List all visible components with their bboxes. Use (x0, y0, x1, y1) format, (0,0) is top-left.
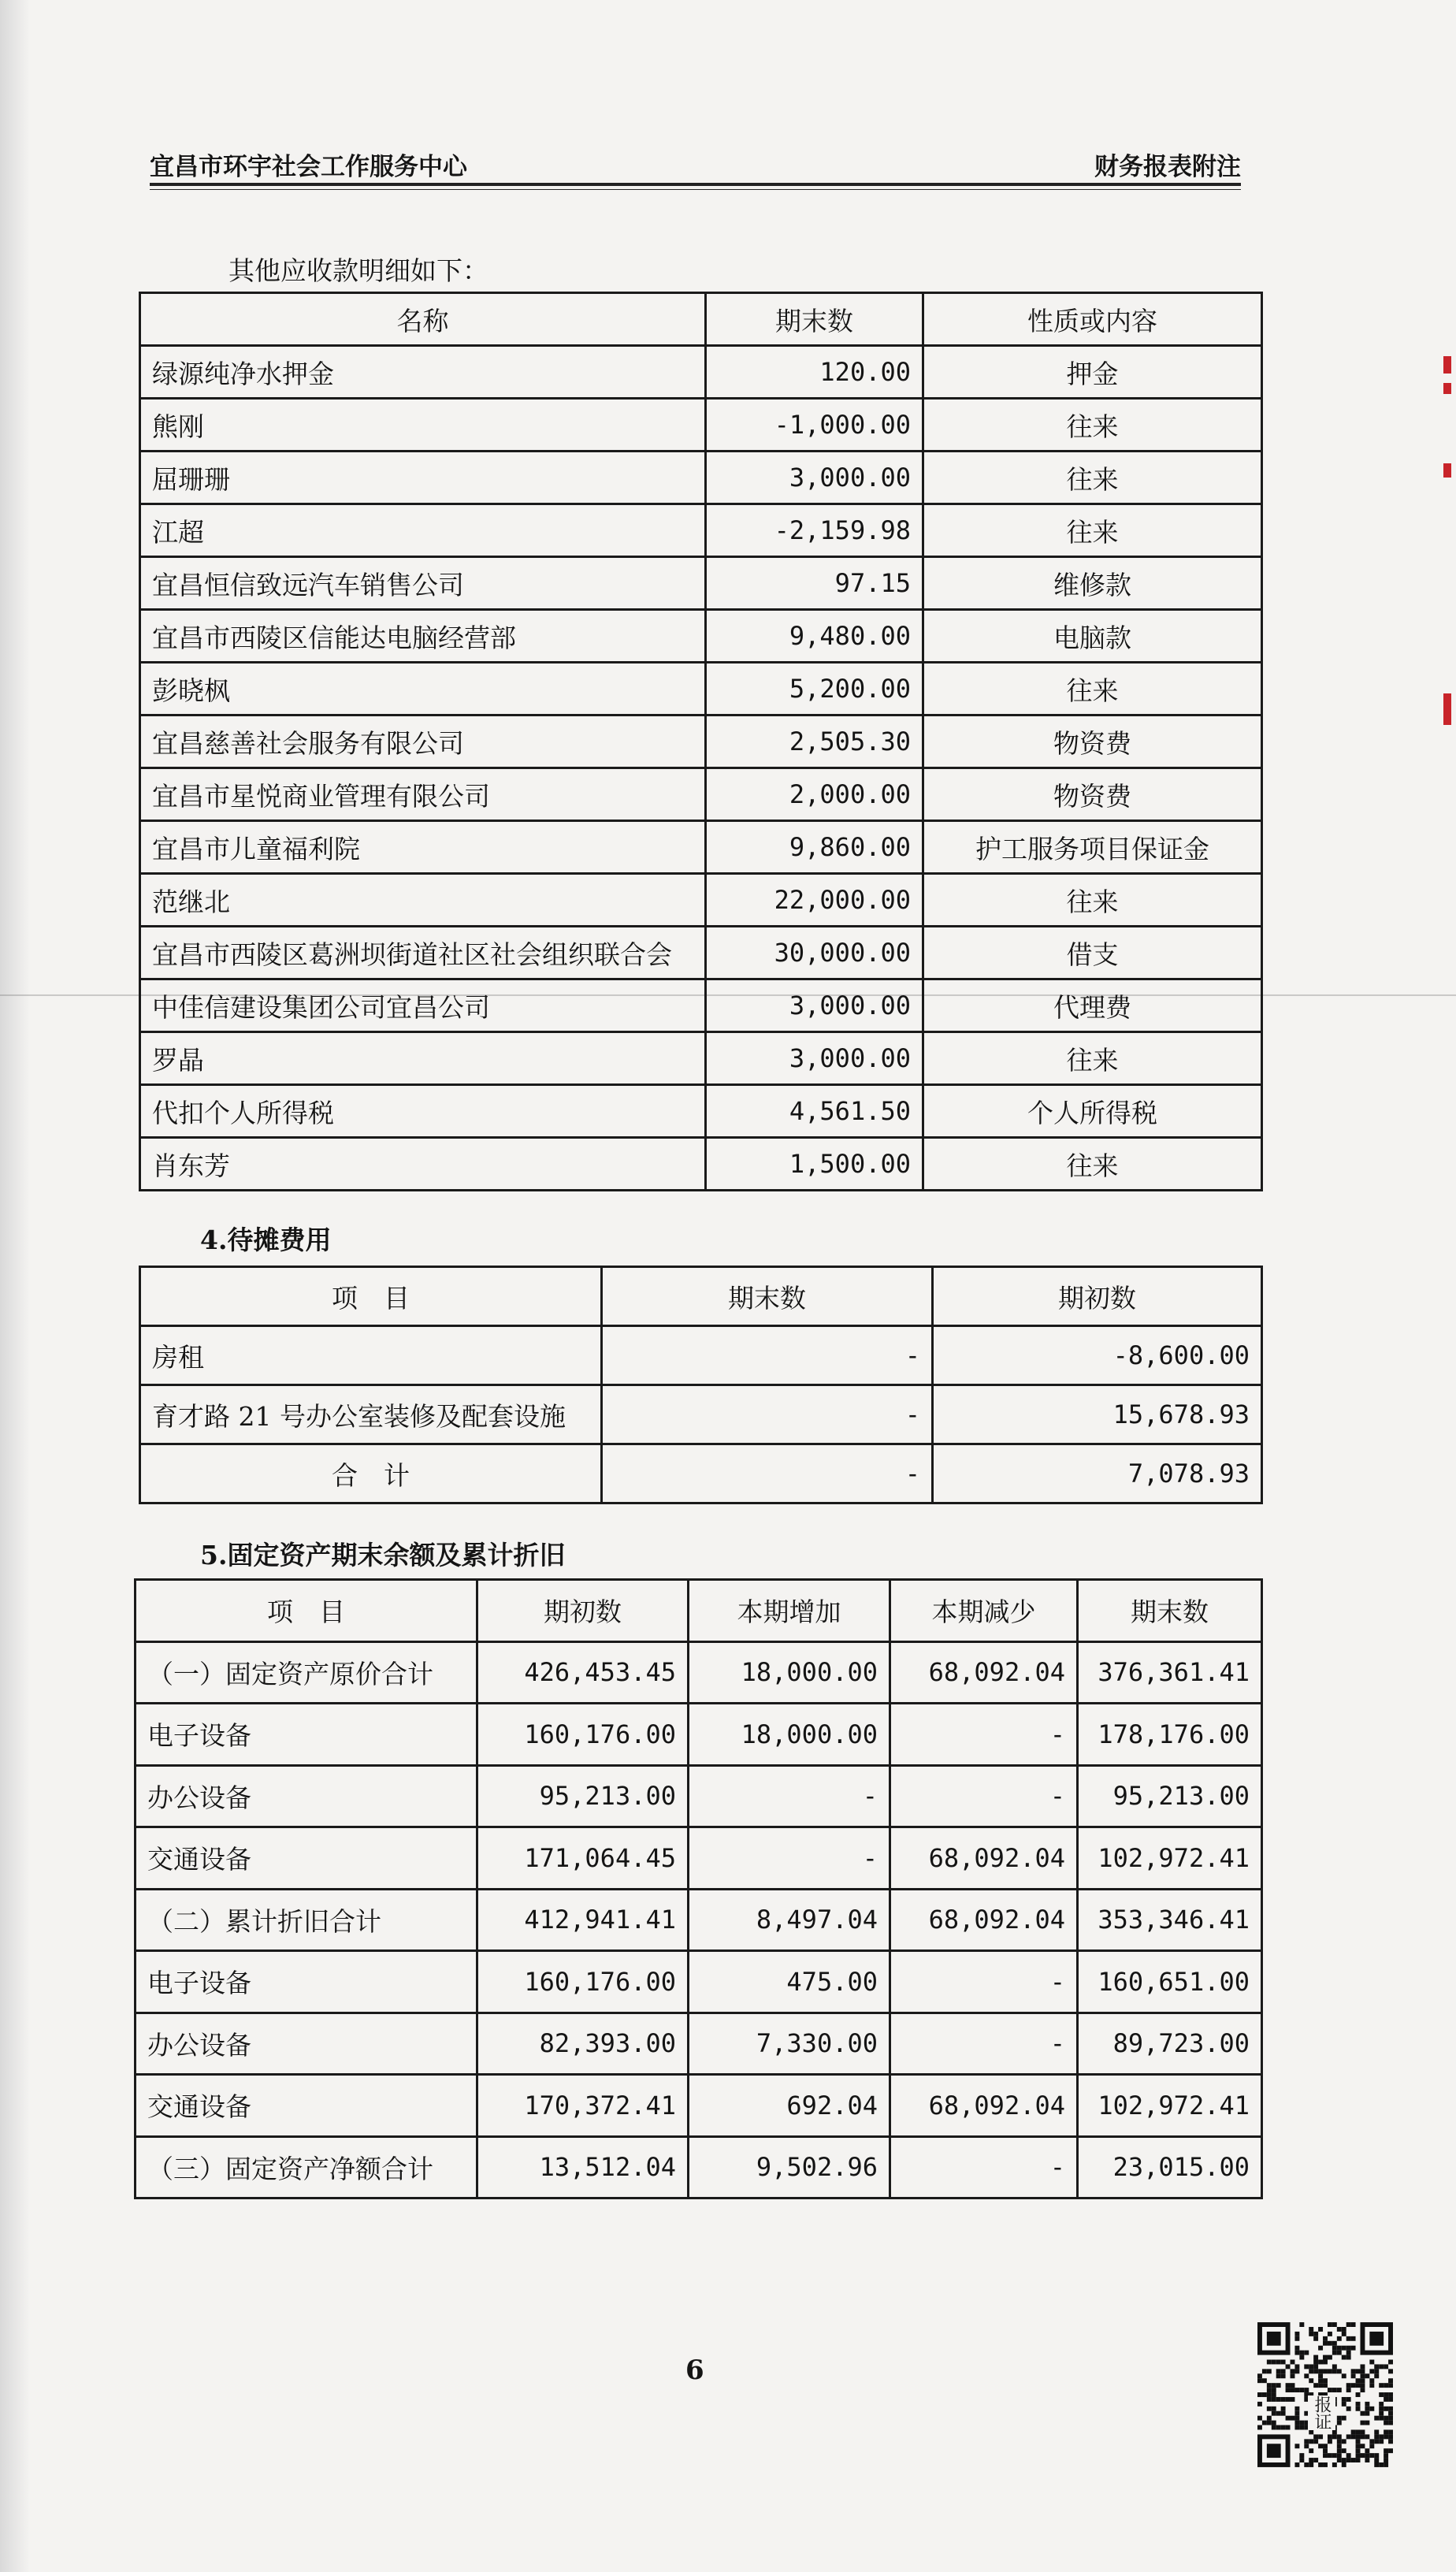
table-cell: 押金 (923, 346, 1262, 399)
prepaid-expenses-table (139, 1266, 1263, 1504)
table-cell: 475.00 (689, 1951, 890, 2013)
table-cell: 电脑款 (923, 610, 1262, 663)
table-cell: 物资费 (923, 715, 1262, 768)
table-cell: 160,651.00 (1078, 1951, 1262, 2013)
table-row (140, 504, 1262, 557)
table-cell: 屈珊珊 (140, 452, 706, 504)
table-row (136, 2075, 1262, 2137)
table-cell: 维修款 (923, 557, 1262, 610)
table-row (140, 1032, 1262, 1085)
organization-name: 宜昌市环宇社会工作服务中心 (150, 153, 467, 181)
table-cell: - (689, 1827, 890, 1890)
table-row (136, 1889, 1262, 1951)
table-cell: 往来 (923, 452, 1262, 504)
prepaid-title: 4.待摊费用 (200, 1225, 332, 1255)
table-cell: 13,512.04 (477, 2136, 689, 2198)
fixed-assets-body (136, 1641, 1262, 2198)
table-cell: 7,330.00 (689, 2013, 890, 2075)
table-cell: （一）固定资产原价合计 (136, 1641, 477, 1704)
table-cell: 电子设备 (136, 1704, 477, 1766)
table-row (140, 557, 1262, 610)
table-cell: （二）累计折旧合计 (136, 1889, 477, 1951)
table-cell: 往来 (923, 1032, 1262, 1085)
table-cell: 170,372.41 (477, 2075, 689, 2137)
table-cell: 往来 (923, 663, 1262, 715)
table-cell: 68,092.04 (890, 2075, 1078, 2137)
table-cell: -8,600.00 (933, 1326, 1262, 1385)
table-cell: 5,200.00 (706, 663, 923, 715)
table-cell: 89,723.00 (1078, 2013, 1262, 2075)
scan-edge-shadow (0, 0, 30, 2572)
column-header: 名称 (140, 293, 706, 346)
table-cell: 往来 (923, 399, 1262, 452)
table-cell: 房租 (140, 1326, 602, 1385)
table-cell: 中佳信建设集团公司宜昌公司 (140, 979, 706, 1032)
table-cell: 熊刚 (140, 399, 706, 452)
table-cell: 7,078.93 (933, 1444, 1262, 1503)
table-cell: 15,678.93 (933, 1385, 1262, 1444)
table-cell: 罗晶 (140, 1032, 706, 1085)
table-cell: 8,497.04 (689, 1889, 890, 1951)
table-cell: 往来 (923, 874, 1262, 927)
table-cell: 95,213.00 (1078, 1765, 1262, 1827)
table-row (140, 1138, 1262, 1191)
column-header: 项 目 (140, 1267, 602, 1326)
table-cell: 护工服务项目保证金 (923, 821, 1262, 874)
table-row (136, 2013, 1262, 2075)
table-row (136, 1704, 1262, 1766)
table-header-row (140, 293, 1262, 346)
receivables-table (139, 292, 1263, 1191)
table-cell: 22,000.00 (706, 874, 923, 927)
table-cell: 9,502.96 (689, 2136, 890, 2198)
table-row (140, 610, 1262, 663)
table-row (140, 927, 1262, 979)
table-row (140, 399, 1262, 452)
table-cell: - (602, 1385, 933, 1444)
table-cell: 412,941.41 (477, 1889, 689, 1951)
column-header: 项 目 (136, 1580, 477, 1642)
column-header: 期末数 (706, 293, 923, 346)
table-cell: 3,000.00 (706, 452, 923, 504)
table-cell: 范继北 (140, 874, 706, 927)
column-header: 性质或内容 (923, 293, 1262, 346)
table-cell: 68,092.04 (890, 1889, 1078, 1951)
red-edge-mark (1443, 693, 1451, 725)
table-cell: 宜昌慈善社会服务有限公司 (140, 715, 706, 768)
table-cell: 102,972.41 (1078, 2075, 1262, 2137)
table-cell: -2,159.98 (706, 504, 923, 557)
table-cell: 3,000.00 (706, 979, 923, 1032)
table-cell: 2,505.30 (706, 715, 923, 768)
table-cell: - (602, 1444, 933, 1503)
table-cell: 宜昌市西陵区信能达电脑经营部 (140, 610, 706, 663)
header-rule (150, 183, 1241, 186)
table-row (140, 715, 1262, 768)
table-cell: - (890, 1704, 1078, 1766)
table-cell: （三）固定资产净额合计 (136, 2136, 477, 2198)
table-cell: 合 计 (140, 1444, 602, 1503)
table-cell: 办公设备 (136, 2013, 477, 2075)
table-cell: 692.04 (689, 2075, 890, 2137)
table-cell: - (602, 1326, 933, 1385)
table-cell: 18,000.00 (689, 1704, 890, 1766)
red-edge-mark (1443, 383, 1451, 394)
column-header: 本期减少 (890, 1580, 1078, 1642)
table-cell: 171,064.45 (477, 1827, 689, 1890)
table-cell: 376,361.41 (1078, 1641, 1262, 1704)
table-cell: 120.00 (706, 346, 923, 399)
table-cell: - (890, 2013, 1078, 2075)
table-row (136, 2136, 1262, 2198)
table-cell: 彭晓枫 (140, 663, 706, 715)
fixed-assets-table (134, 1578, 1263, 2199)
table-row (136, 1827, 1262, 1890)
table-cell: 绿源纯净水押金 (140, 346, 706, 399)
table-cell: 160,176.00 (477, 1704, 689, 1766)
table-row (140, 1444, 1262, 1503)
table-row (136, 1765, 1262, 1827)
table-row (140, 1385, 1262, 1444)
fixed-assets-title: 5.固定资产期末余额及累计折旧 (200, 1540, 566, 1570)
table-cell: 4,561.50 (706, 1085, 923, 1138)
column-header: 期末数 (1078, 1580, 1262, 1642)
table-cell: 宜昌市星悦商业管理有限公司 (140, 768, 706, 821)
table-row (140, 346, 1262, 399)
table-row (140, 821, 1262, 874)
table-cell: 2,000.00 (706, 768, 923, 821)
table-cell: 30,000.00 (706, 927, 923, 979)
table-header-row (136, 1580, 1262, 1642)
table-cell: 18,000.00 (689, 1641, 890, 1704)
column-header: 期初数 (477, 1580, 689, 1642)
table-cell: 交通设备 (136, 2075, 477, 2137)
table-cell: 95,213.00 (477, 1765, 689, 1827)
qr-label: 报证 (1308, 2395, 1335, 2430)
table-cell: 交通设备 (136, 1827, 477, 1890)
table-cell: 育才路 21 号办公室装修及配套设施 (140, 1385, 602, 1444)
table-row (140, 663, 1262, 715)
table-cell: 68,092.04 (890, 1641, 1078, 1704)
table-cell: 9,860.00 (706, 821, 923, 874)
table-cell: -1,000.00 (706, 399, 923, 452)
table-cell: - (890, 1765, 1078, 1827)
table-cell: 178,176.00 (1078, 1704, 1262, 1766)
table-cell: 代理费 (923, 979, 1262, 1032)
table-row (140, 1326, 1262, 1385)
table-cell: 426,453.45 (477, 1641, 689, 1704)
table-header-row (140, 1267, 1262, 1326)
table-cell: 借支 (923, 927, 1262, 979)
table-cell: - (689, 1765, 890, 1827)
table-row (140, 768, 1262, 821)
header-rule-thin (150, 189, 1241, 190)
table-cell: 82,393.00 (477, 2013, 689, 2075)
receivables-caption: 其他应收款明细如下： (228, 255, 488, 286)
table-row (140, 452, 1262, 504)
table-row (140, 979, 1262, 1032)
column-header: 期初数 (933, 1267, 1262, 1326)
table-row (136, 1951, 1262, 2013)
red-edge-mark (1443, 463, 1451, 478)
table-cell: 物资费 (923, 768, 1262, 821)
table-cell: - (890, 2136, 1078, 2198)
table-cell: 68,092.04 (890, 1827, 1078, 1890)
page-header (150, 147, 1241, 186)
table-cell: 23,015.00 (1078, 2136, 1262, 2198)
table-cell: 宜昌恒信致远汽车销售公司 (140, 557, 706, 610)
table-cell: 往来 (923, 504, 1262, 557)
page-number: 6 (685, 2355, 704, 2386)
table-cell: 办公设备 (136, 1765, 477, 1827)
table-cell: 160,176.00 (477, 1951, 689, 2013)
prepaid-body (140, 1326, 1262, 1503)
column-header: 本期增加 (689, 1580, 890, 1642)
table-cell: 肖东芳 (140, 1138, 706, 1191)
table-cell: 3,000.00 (706, 1032, 923, 1085)
column-header: 期末数 (602, 1267, 933, 1326)
table-cell: 往来 (923, 1138, 1262, 1191)
table-cell: 102,972.41 (1078, 1827, 1262, 1890)
table-row (136, 1641, 1262, 1704)
table-cell: - (890, 1951, 1078, 2013)
table-cell: 9,480.00 (706, 610, 923, 663)
table-cell: 97.15 (706, 557, 923, 610)
table-row (140, 1085, 1262, 1138)
table-cell: 宜昌市西陵区葛洲坝街道社区社会组织联合会 (140, 927, 706, 979)
document-title: 财务报表附注 (1094, 153, 1241, 181)
table-cell: 353,346.41 (1078, 1889, 1262, 1951)
table-cell: 个人所得税 (923, 1085, 1262, 1138)
red-edge-mark (1443, 356, 1451, 374)
table-cell: 江超 (140, 504, 706, 557)
qr-code-icon (1257, 2321, 1393, 2468)
table-cell: 电子设备 (136, 1951, 477, 2013)
table-row (140, 874, 1262, 927)
receivables-body (140, 346, 1262, 1191)
table-cell: 代扣个人所得税 (140, 1085, 706, 1138)
table-cell: 宜昌市儿童福利院 (140, 821, 706, 874)
table-cell: 1,500.00 (706, 1138, 923, 1191)
